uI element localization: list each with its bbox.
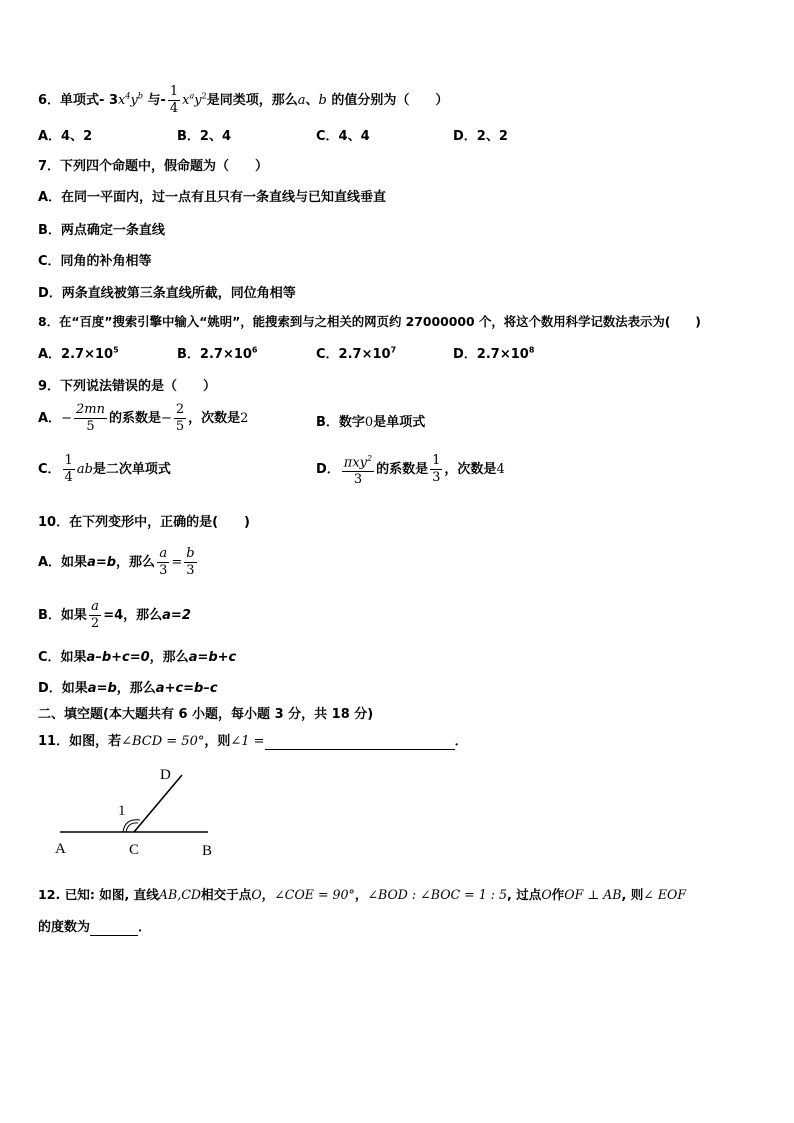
fraction: $\frac{\pi xy^2}{3}$ — [342, 451, 374, 488]
fraction: $\frac{b}{3}$ — [186, 546, 195, 578]
fraction: $\frac{2}{5}$ — [175, 402, 185, 434]
fraction: $\frac{1}{3}$ — [432, 453, 441, 486]
q6-option-b: B．2、4 — [177, 129, 231, 144]
q7-option-c: C．同角的补角相等 — [38, 254, 152, 269]
answer-blank[interactable] — [265, 734, 455, 750]
label-c: C — [129, 842, 140, 858]
q12-stem: 12. 已知: 如图, 直线AB,CD相交于点O，∠COE = 90°，∠BOD : ∠BOC = 1 : 5, 过点O作OF ⊥ AB, 则∠ EOF — [38, 887, 687, 902]
q10-stem: 10．在下列变形中，正确的是( ) — [38, 515, 250, 530]
q10-option-a: A．如果a=b，那么 $\frac{a}{3}$ = $\frac{b}{3}$ — [38, 546, 195, 578]
label-d: D — [160, 767, 171, 783]
q8-option-c: C．$2.7\times 10^7$ — [316, 345, 397, 362]
q11-stem: 11．如图，若∠BCD = 50°，则∠1 = ． — [38, 734, 468, 749]
angle-arc — [126, 823, 138, 832]
fraction: $\frac{1}{4}$ — [169, 84, 179, 116]
label-1: 1 — [118, 803, 126, 819]
q8-stem: 8．在“百度”搜索引擎中输入“姚明”，能搜索到与之相关的网页约 27000000 个，将这个数用科学记数法表示为( ) — [38, 314, 701, 329]
q6-option-c: C．4、4 — [316, 129, 370, 144]
q10-option-b: B．如果 $\frac{a}{2}$ =4，那么a=2 — [38, 599, 191, 631]
answer-blank[interactable] — [90, 920, 138, 936]
q6-option-d: D．2、2 — [453, 129, 508, 144]
angle-arc-2 — [123, 820, 140, 832]
fraction: $\frac{a}{3}$ — [159, 546, 168, 578]
fraction: $\frac{a}{2}$ — [90, 599, 100, 631]
q10-option-d: D．如果a=b，那么a+c=b–c — [38, 681, 218, 696]
q9-option-b: B．数字0是单项式 — [316, 415, 426, 430]
ray-cd — [134, 775, 182, 832]
fraction: $\frac{1}{4}$ — [64, 453, 73, 485]
q9-option-d: D． $\frac{\pi xy^2}{3}$ 的系数是 $\frac{1}{3}$ ，次数是4 — [316, 451, 505, 488]
section-heading: 二、填空题(本大题共有 6 小题，每小题 3 分，共 18 分) — [38, 707, 374, 722]
q8-option-d: D．$2.7\times 10^8$ — [453, 345, 535, 362]
q9-stem: 9．下列说法错误的是（ ） — [38, 379, 217, 394]
q9-option-a: A．− $\frac{2mn}{5}$ 的系数是− $\frac{2}{5}$ ，次数是2 — [38, 402, 249, 434]
label-a: A — [55, 841, 66, 857]
fraction: $\frac{2mn}{5}$ — [75, 402, 105, 434]
q6-stem: 6．单项式- $3x^4y^b$ 与- $\frac{1}{4}$ $x^ay^2$是同类项，那么a、b 的值分别为（ ） — [38, 84, 449, 116]
q7-option-b: B．两点确定一条直线 — [38, 223, 165, 238]
q9-option-c: C． $\frac{1}{4}$ ab是二次单项式 — [38, 453, 171, 485]
label-b: B — [202, 843, 213, 859]
q10-option-c: C．如果a–b+c=0，那么a=b+c — [38, 650, 237, 665]
q7-option-d: D．两条直线被第三条直线所截，同位角相等 — [38, 286, 296, 301]
angle-figure — [50, 762, 230, 862]
q7-option-a: A．在同一平面内，过一点有且只有一条直线与已知直线垂直 — [38, 190, 387, 205]
q7-stem: 7．下列四个命题中，假命题为（ ） — [38, 159, 269, 174]
q8-option-a: A．$2.7\times 10^5$ — [38, 345, 119, 362]
q6-option-a: A．4、2 — [38, 129, 93, 144]
q12-stem-line2: 的度数为 ． — [38, 920, 152, 935]
q8-option-b: B．$2.7\times 10^6$ — [177, 345, 258, 362]
